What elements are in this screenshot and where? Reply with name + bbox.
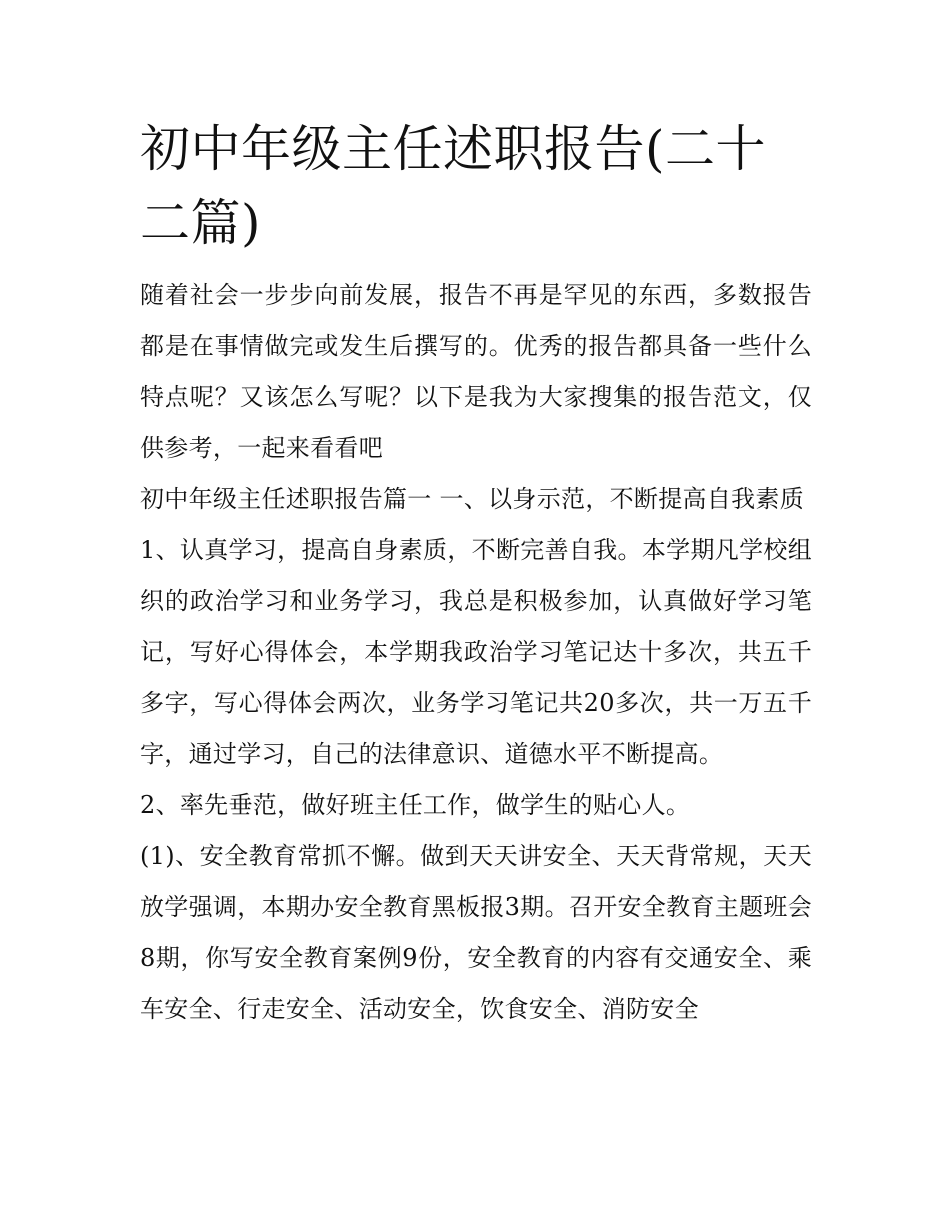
paragraph-point-1: 1、认真学习，提高自身素质，不断完善自我。本学期凡学校组织的政治学习和业务学习，我总是积极参加，认真做好学习笔记，写好心得体会，本学期我政治学习笔记达十多次，共五千多字，写心得体会两次，业务学习笔记共20多次，共一万五千字，通过学习，自己的法律意识、道德水平不断提高。 bbox=[140, 536, 812, 768]
document-body bbox=[140, 112, 812, 1035]
paragraph-intro: 随着社会一步步向前发展，报告不再是罕见的东西，多数报告都是在事情做完或发生后撰写的。优秀的报告都具备一些什么特点呢？又该怎么写呢？以下是我为大家搜集的报告范文，仅供参考，一起来看看吧 bbox=[140, 281, 812, 462]
paragraph-section-heading: 初中年级主任述职报告篇一 一、以身示范，不断提高自我素质 bbox=[140, 485, 805, 513]
paragraph-subpoint-1: (1)、安全教育常抓不懈。做到天天讲安全、天天背常规，天天放学强调，本期办安全教育黑板报3期。召开安全教育主题班会8期，你写安全教育案例9份，安全教育的内容有交通安全、乘车安全、行走安全、活动安全，饮食安全、消防安全 bbox=[140, 842, 812, 1023]
document-title: 初中年级主任述职报告(二十二篇) bbox=[140, 120, 767, 252]
paragraph-point-2: 2、率先垂范，做好班主任工作，做学生的贴心人。 bbox=[140, 791, 691, 819]
